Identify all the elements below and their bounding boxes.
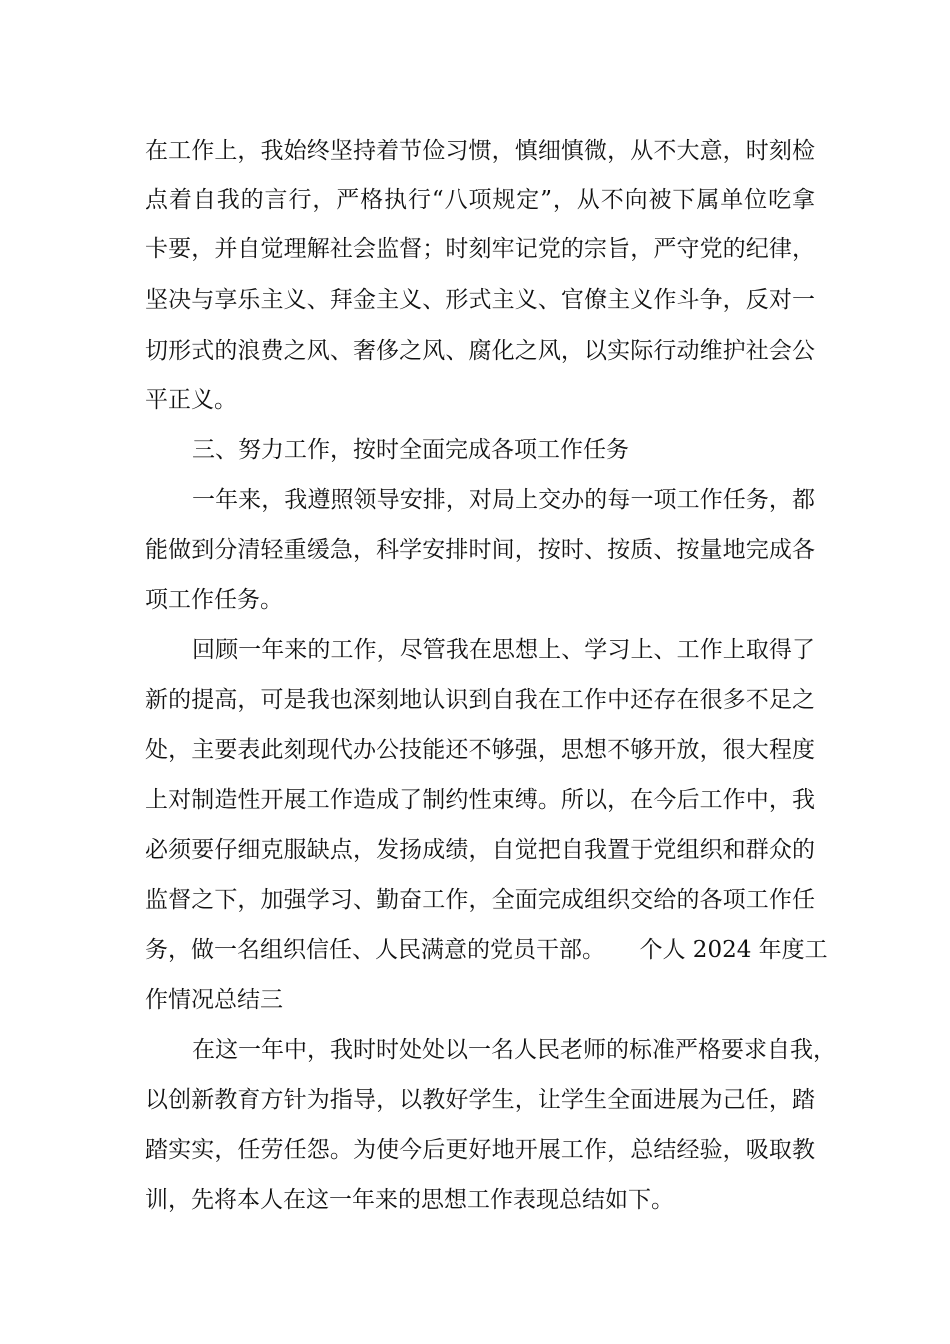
paragraph-line: 回顾一年来的工作，尽管我在思想上、学习上、工作上取得了 — [192, 637, 815, 663]
paragraph-line: 在这一年中，我时时处处以一名人民老师的标准严格要求自我， — [192, 1037, 836, 1063]
paragraph-line: 监督之下，加强学习、勤奋工作，全面完成组织交给的各项工作任 — [145, 887, 815, 913]
paragraph-line: 务，做一名组织信任、人民满意的党员干部。 个人 2024 年度工 — [145, 937, 828, 963]
paragraph-line: 平正义。 — [145, 387, 237, 413]
paragraph-line: 坚决与享乐主义、拜金主义、形式主义、官僚主义作斗争，反对一 — [145, 287, 815, 313]
paragraph-line: 能做到分清轻重缓急，科学安排时间，按时、按质、按量地完成各 — [145, 537, 815, 563]
paragraph-line: 处，主要表此刻现代办公技能还不够强，思想不够开放，很大程度 — [145, 737, 815, 763]
paragraph-line: 卡要，并自觉理解社会监督；时刻牢记党的宗旨，严守党的纪律， — [145, 236, 815, 262]
paragraph-line: 上对制造性开展工作造成了制约性束缚。所以，在今后工作中，我 — [145, 787, 815, 813]
section-heading: 三、努力工作，按时全面完成各项工作任务 — [192, 437, 629, 463]
paragraph-line: 训，先将本人在这一年来的思想工作表现总结如下。 — [145, 1187, 674, 1213]
paragraph-line: 点着自我的言行，严格执行“八项规定”，从不向被下属单位吃拿 — [145, 187, 815, 213]
paragraph-line: 新的提高，可是我也深刻地认识到自我在工作中还存在很多不足之 — [145, 687, 815, 713]
paragraph-line: 项工作任务。 — [145, 587, 283, 613]
paragraph-line: 在工作上，我始终坚持着节俭习惯，慎细慎微，从不大意，时刻检 — [145, 138, 815, 164]
paragraph-line: 以创新教育方针为指导，以教好学生，让学生全面进展为己任，踏 — [145, 1087, 815, 1113]
paragraph-line: 切形式的浪费之风、奢侈之风、腐化之风，以实际行动维护社会公 — [145, 338, 815, 364]
paragraph-line: 必须要仔细克服缺点，发扬成绩，自觉把自我置于党组织和群众的 — [145, 837, 815, 863]
paragraph-line: 踏实实，任劳任怨。为使今后更好地开展工作，总结经验，吸取教 — [145, 1137, 815, 1163]
paragraph-line: 作情况总结三 — [145, 987, 283, 1013]
paragraph-line: 一年来，我遵照领导安排，对局上交办的每一项工作任务，都 — [192, 487, 815, 513]
